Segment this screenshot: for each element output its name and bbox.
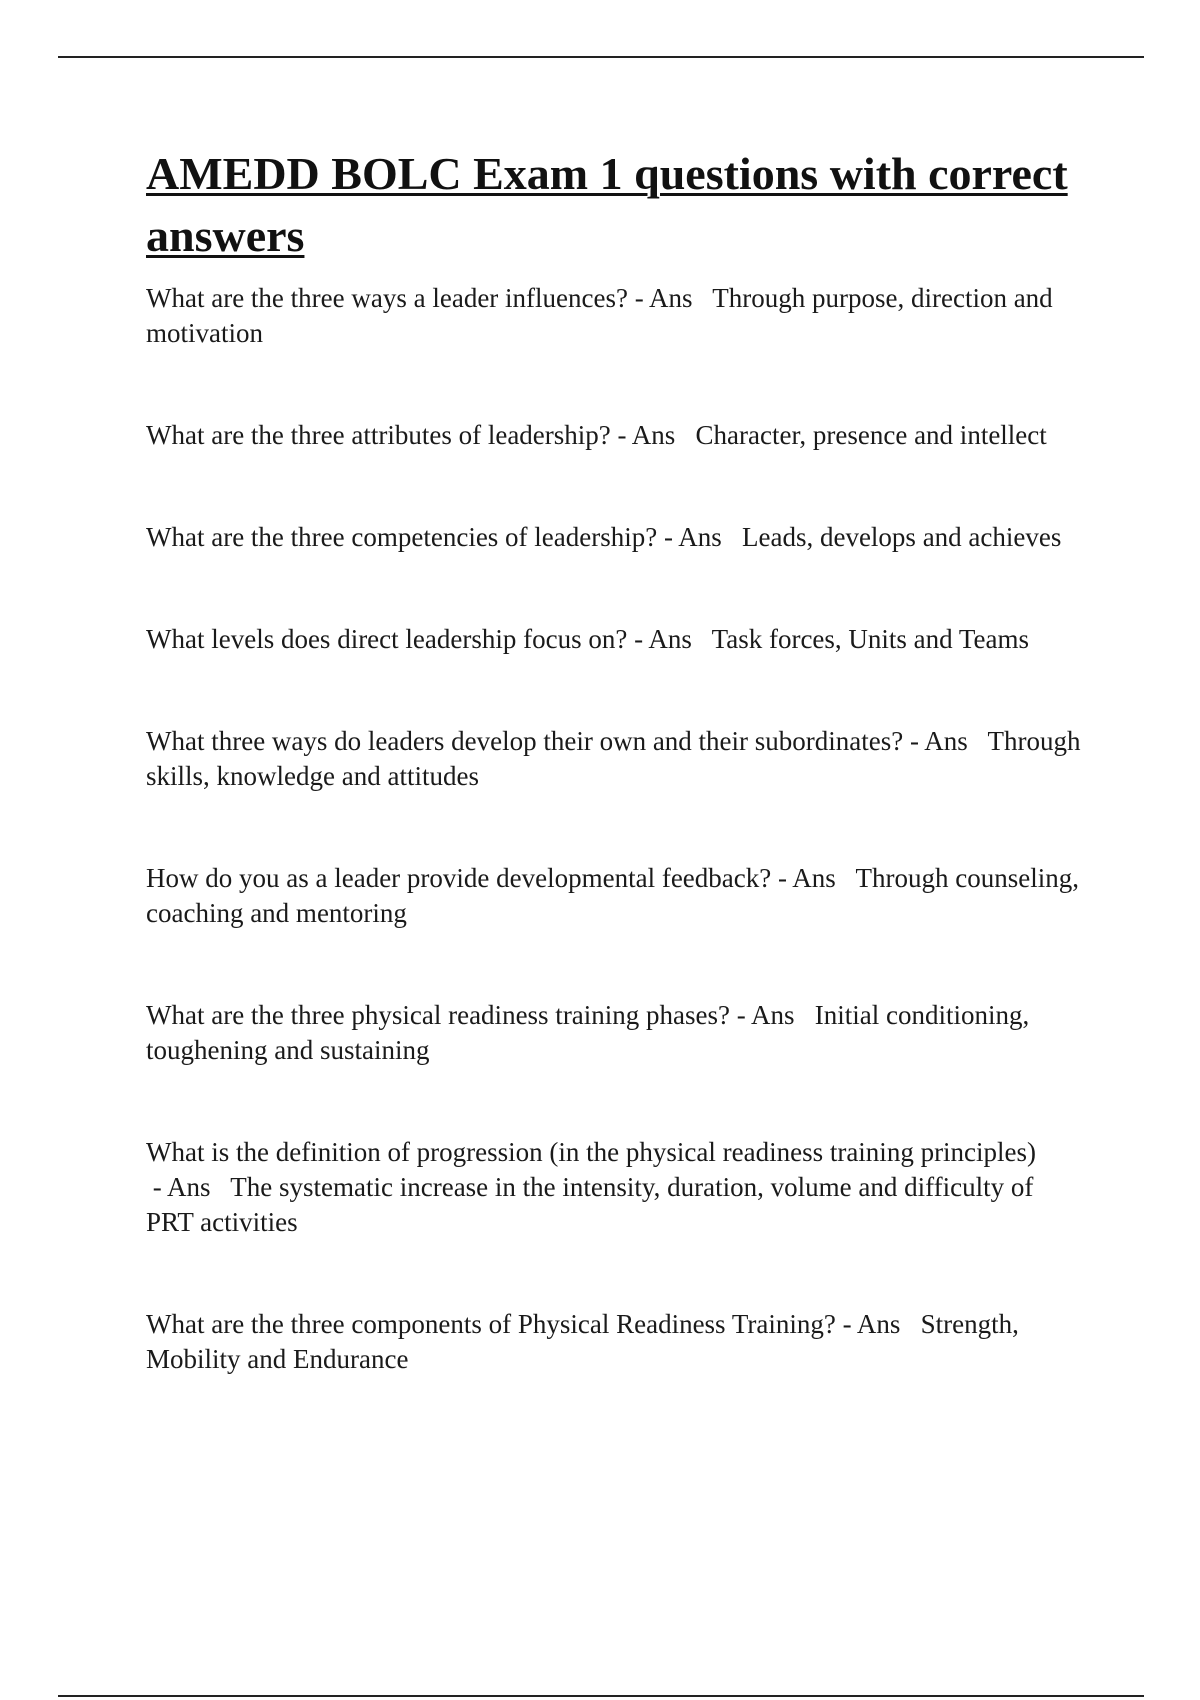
- answer-text: Task forces, Units and Teams: [711, 624, 1030, 654]
- question-text: What are the three ways a leader influences?: [146, 283, 628, 313]
- answer-text: Initial conditioning, toughening and sustaining: [146, 1000, 1030, 1065]
- answer-separator: - Ans: [771, 863, 856, 893]
- answer-text: Leads, develops and achieves: [742, 522, 1062, 552]
- question-text: What is the definition of progression (in the physical readiness training principles): [146, 1137, 1037, 1167]
- qa-item: [146, 724, 1086, 794]
- answer-text: Strength, Mobility and Endurance: [146, 1309, 1019, 1374]
- qa-list: [146, 281, 1086, 1377]
- answer-text: Through purpose, direction and motivation: [146, 283, 1053, 348]
- answer-separator: - Ans: [903, 726, 988, 756]
- question-text: How do you as a leader provide developmental feedback?: [146, 863, 772, 893]
- qa-item: [146, 861, 1086, 931]
- qa-item: [146, 1135, 1086, 1240]
- header-divider: [58, 56, 1144, 58]
- answer-text: The systematic increase in the intensity, duration, volume and difficulty of PRT activities: [146, 1172, 1034, 1237]
- answer-separator: - Ans: [610, 420, 696, 450]
- question-text: What levels does direct leadership focus on?: [146, 624, 628, 654]
- answer-text: Through skills, knowledge and attitudes: [146, 726, 1081, 791]
- document-title: AMEDD BOLC Exam 1 questions with correct answers: [146, 148, 1068, 261]
- answer-separator: - Ans: [835, 1309, 921, 1339]
- question-text: What are the three attributes of leadership?: [146, 420, 611, 450]
- document-body: [146, 143, 1086, 1444]
- answer-separator: - Ans: [146, 1172, 231, 1202]
- question-text: What are the three components of Physical Readiness Training?: [146, 1309, 836, 1339]
- qa-item: [146, 281, 1086, 351]
- footer-divider: [58, 1695, 1144, 1697]
- qa-item: [146, 418, 1086, 453]
- question-text: What are the three physical readiness training phases?: [146, 1000, 731, 1030]
- answer-separator: - Ans: [730, 1000, 815, 1030]
- answer-separator: - Ans: [627, 624, 712, 654]
- answer-text: Through counseling, coaching and mentoring: [146, 863, 1079, 928]
- question-text: What are the three competencies of leadership?: [146, 522, 658, 552]
- question-text: What three ways do leaders develop their own and their subordinates?: [146, 726, 904, 756]
- qa-item: [146, 998, 1086, 1068]
- answer-text: Character, presence and intellect: [695, 420, 1047, 450]
- qa-item: [146, 520, 1086, 555]
- answer-separator: - Ans: [657, 522, 742, 552]
- qa-item: [146, 1307, 1086, 1377]
- qa-item: [146, 622, 1086, 657]
- answer-separator: - Ans: [627, 283, 713, 313]
